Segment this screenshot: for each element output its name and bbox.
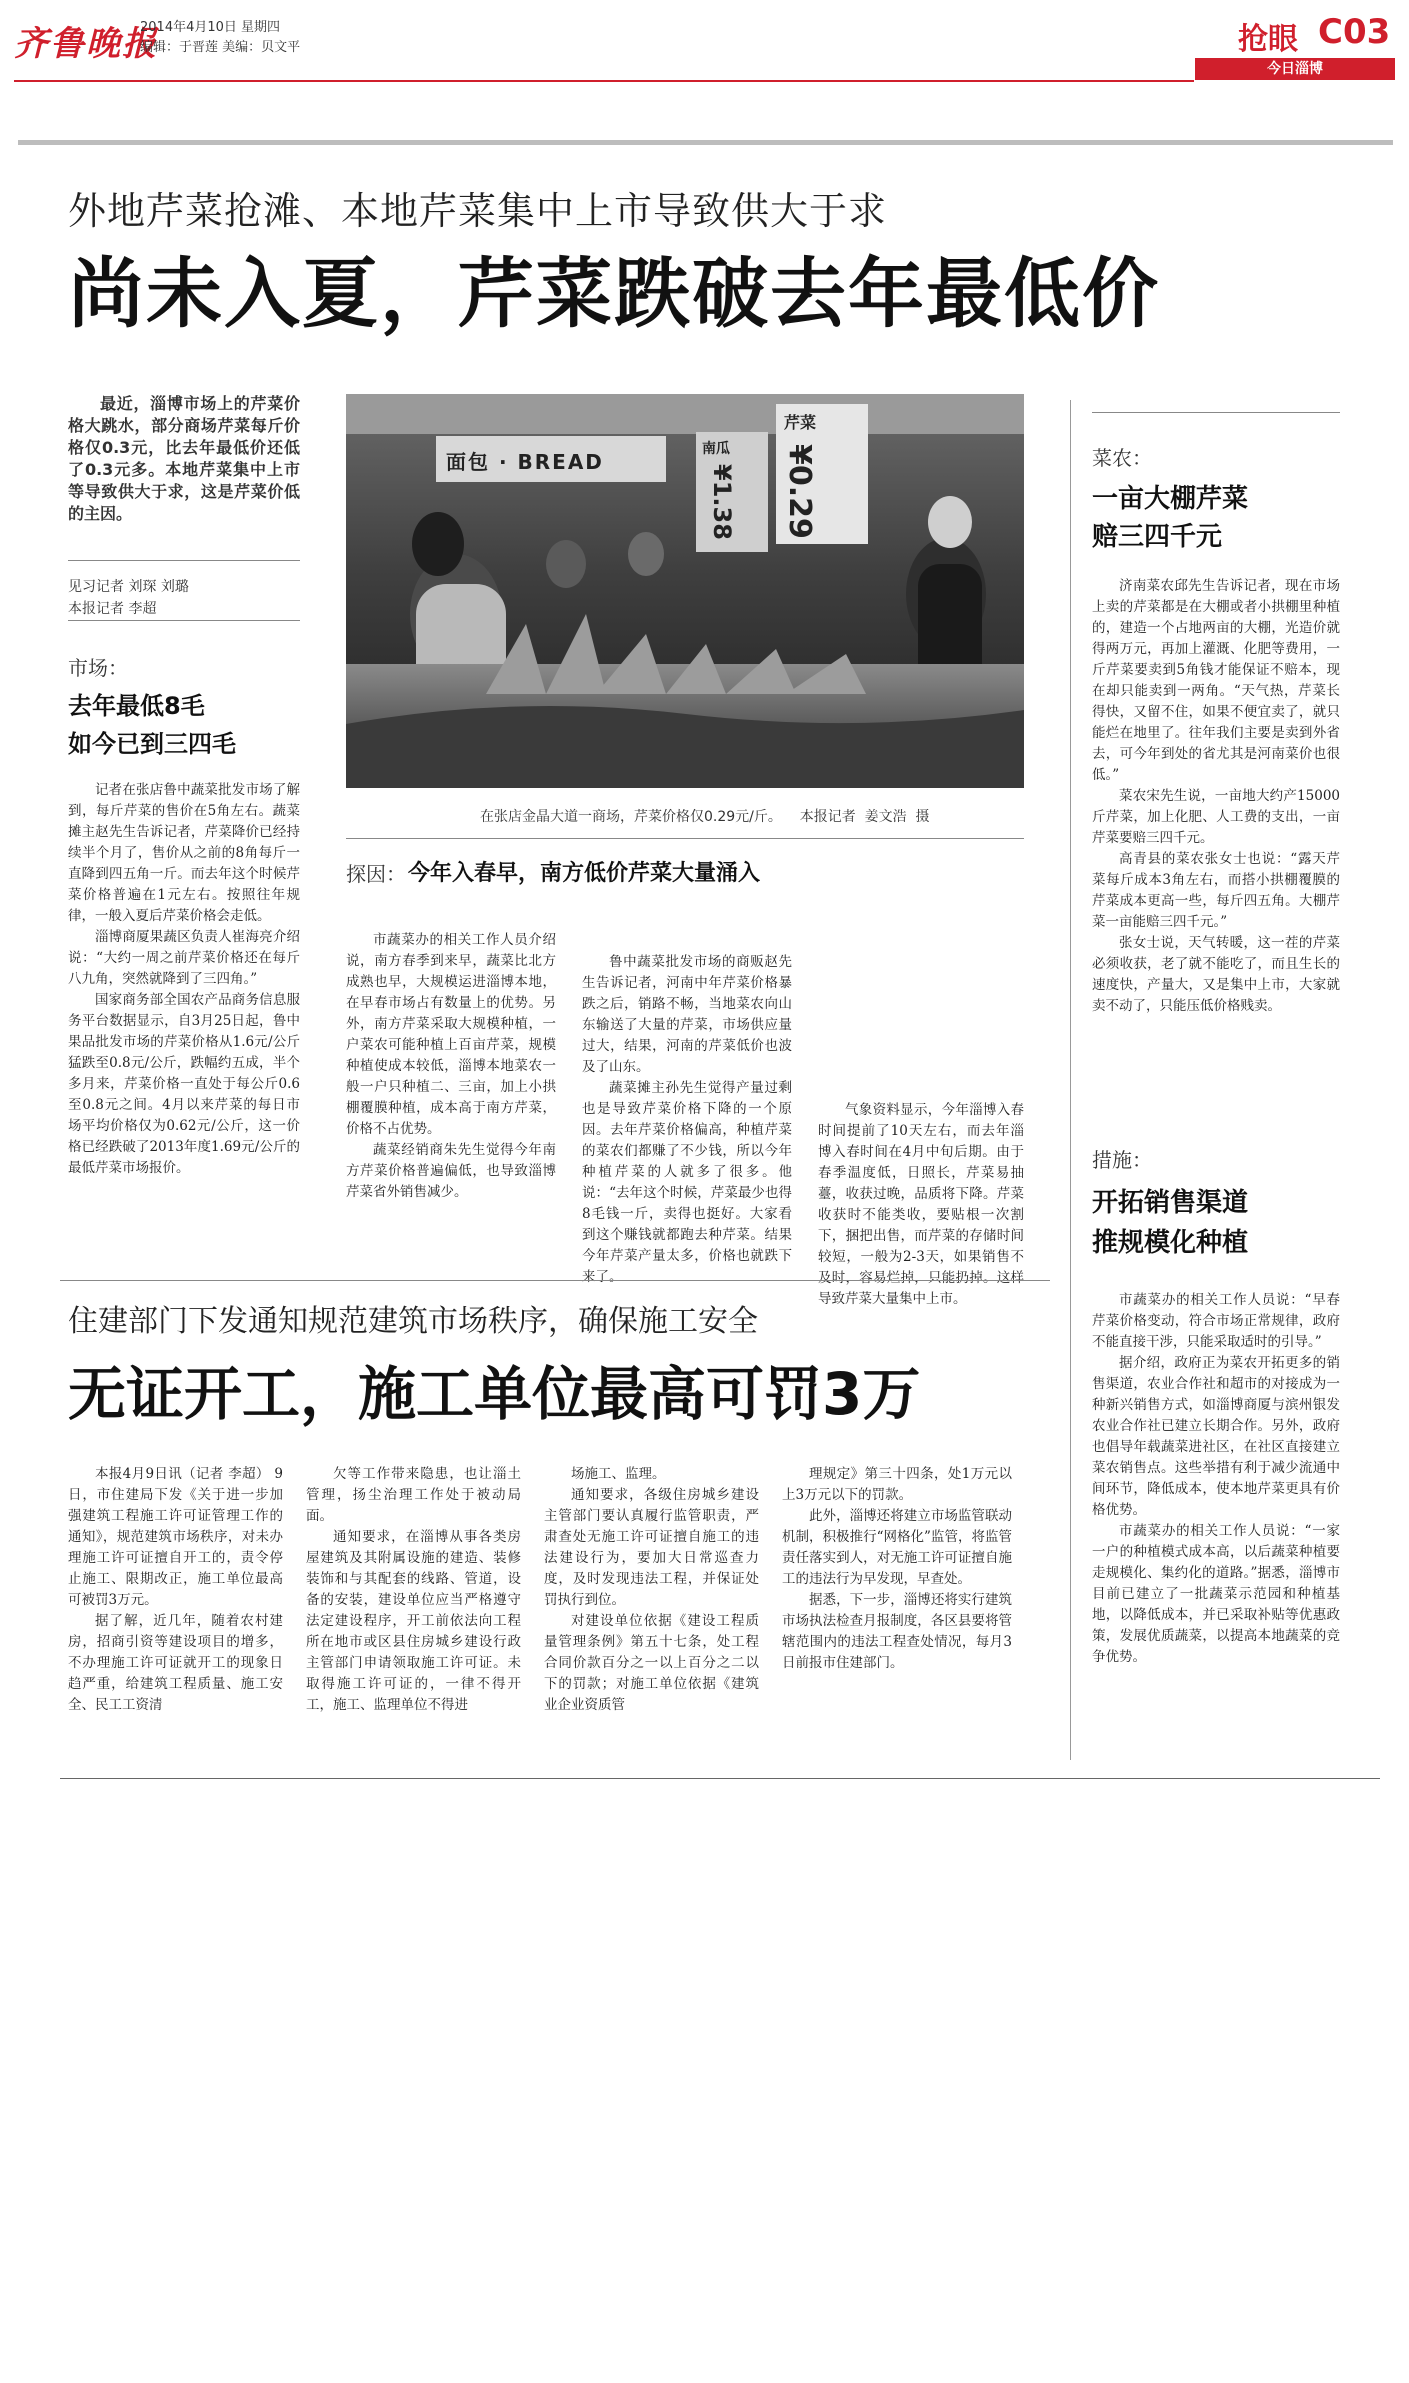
article2-kicker: 住建部门下发通知规范建筑市场秩序，确保施工安全 [68, 1304, 758, 1339]
market-paragraph: 国家商务部全国农产品商务信息服务平台数据显示，自3月25日起，鲁中果品批发市场的芹菜价格从1.6元/公斤猛跌至0.8元/公斤，跌幅约五成，半个多月来，芹菜价格一直处于每公斤0.6至0.8元之间。4月以来芹菜的每日市场平均价格仅为0.62元/公斤，这一价格已经跌破了2013年度1.69元/公斤的最低芹菜市场报价。 [68, 992, 300, 1176]
article2-paragraph: 通知要求，各级住房城乡建设主管部门要认真履行监管职责，严肃查处无施工许可证擅自施工的违法建设行为，要加大日常巡查力度，及时发现违法工程，并保证处罚执行到位。 [544, 1487, 759, 1608]
masthead-rule [14, 80, 1194, 82]
editor-line: 编辑：于晋莲 美编：贝文平 [140, 40, 301, 55]
explore-paragraph: 蔬菜经销商朱先生觉得今年南方芹菜价格普遍偏低，也导致淄博芹菜省外销售减少。 [346, 1142, 556, 1200]
article2-paragraph: 场施工、监理。 [571, 1466, 666, 1482]
explore-paragraph: 气象资料显示，今年淄博入春时间提前了10天左右，而去年淄博入春时间在4月中旬后期。由于春季温度低，日照长，芹菜易抽薹，收获过晚，品质将下降。芹菜收获时不能类收，要贴根一次割下，捆把出售，而芹菜的存储时间较短，一般为2-3天，如果销售不及时，容易烂掉，只能扔掉。这样导致芹菜大量集中上市。 [818, 1102, 1024, 1307]
article1-headline: 尚未入夏，芹菜跌破去年最低价 [68, 249, 1160, 338]
market-tag: 市场： [68, 656, 128, 680]
photo-caption: 在张店金晶大道一商场，芹菜价格仅0.29元/斤。 本报记者 姜文浩 摄 [480, 809, 930, 825]
article2-column-4 [782, 1464, 1012, 1674]
measure-paragraph: 市蔬菜办的相关工作人员说：“一家一户的种植模式成本高，以后蔬菜种植要走规模化、集约化的道路。”据悉，淄博市目前已建立了一批蔬菜示范园和种植基地，以降低成本，并已采取补贴等优惠政策，发展优质蔬菜，以提高本地蔬菜的竞争优势。 [1092, 1523, 1340, 1665]
bread-sign-text: 面包 · BREAD [446, 450, 604, 474]
explore-rule [346, 838, 1024, 839]
byline-rule-top [68, 560, 300, 561]
celery-sign-price: ¥0.29 [782, 444, 817, 539]
article2-headline: 无证开工，施工单位最高可罚3万 [68, 1360, 921, 1428]
article2-paragraph: 对建设单位依据《建设工程质量管理条例》第五十七条，处工程合同价款百分之一以上百分之二以下的罚款；对施工单位依据《建筑业企业资质管 [544, 1613, 759, 1713]
farmer-paragraph: 高青县的菜农张女士也说：“露天芹菜每斤成本3角左右，而搭小拱棚覆膜的芹菜成本更高一些，每斤四五角。大棚芹菜一亩能赔三四千元。” [1092, 851, 1340, 930]
farmer-paragraph: 张女士说，天气转暖，这一茬的芹菜必须收获，老了就不能吃了，而且生长的速度快，产量大，又是集中上市，大家就卖不动了，只能压低价格贱卖。 [1092, 935, 1340, 1014]
explore-column-2 [582, 952, 792, 1288]
page-top-rule [18, 140, 1393, 145]
newspaper-logo: 齐鲁晚报 [14, 24, 158, 64]
explore-column-3 [818, 1100, 1024, 1310]
article2-rule [60, 1280, 1050, 1281]
measure-paragraph: 市蔬菜办的相关工作人员说：“早春芹菜价格变动，符合市场正常规律，政府不能直接干涉，只能采取适时的引导。” [1092, 1292, 1340, 1350]
article2-paragraph: 通知要求，在淄博从事各类房屋建筑及其附属设施的建造、装修装饰和与其配套的线路、管道，设备的安装，建设单位应当严格遵守法定建设程序，开工前依法向工程所在地市或区县住房城乡建设行政主管部门申请领取施工许可证。未取得施工许可证的，一律不得开工，施工、监理单位不得进 [306, 1529, 521, 1713]
explore-paragraph: 鲁中蔬菜批发市场的商贩赵先生告诉记者，河南中年芹菜价格暴跌之后，销路不畅，当地菜农向山东输送了大量的芹菜，市场供应量过大，结果，河南的芹菜低价也波及了山东。 [582, 954, 792, 1075]
explore-column-1 [346, 930, 556, 1203]
farmer-title-line2: 赔三四千元 [1092, 522, 1223, 552]
article2-paragraph: 据了解，近几年，随着农村建房，招商引资等建设项目的增多，不办理施工许可证就开工的现象日趋严重，给建筑工程质量、施工安全、民工工资清 [68, 1613, 283, 1713]
other-sign-label: 南瓜 [702, 441, 730, 457]
measure-title-line1: 开拓销售渠道 [1092, 1188, 1249, 1218]
article2-paragraph: 欠等工作带来隐患，也让淄土管理，扬尘治理工作处于被动局面。 [306, 1466, 521, 1524]
explore-paragraph: 蔬菜摊主孙先生觉得产量过剩也是导致芹菜价格下降的一个原因。去年芹菜价格偏高，种植芹菜的菜农们都赚了不少钱，所以今年种植芹菜的人就多了很多。他说：“去年这个时候，芹菜最少也得8毛钱一斤，卖得也挺好。大家看到这个赚钱就都跑去种芹菜。结果今年芹菜产量太多，价格也就跌下来了。 [582, 1080, 792, 1285]
market-body [68, 780, 300, 1179]
article1-lead: 最近，淄博市场上的芹菜价格大跳水，部分商场芹菜每斤价格仅0.3元，比去年最低价还低了0.3元多。本地芹菜集中上市等导致供大于求，这是芹菜价低的主因。 [68, 394, 300, 523]
measure-title-line2: 推规模化种植 [1092, 1228, 1249, 1258]
farmer-rule [1092, 412, 1340, 413]
article2-paragraph: 本报4月9日讯（记者 李超） 9日，市住建局下发《关于进一步加强建筑工程施工许可证管理工作的通知》，规范建筑市场秩序，对未办理施工许可证擅自开工的，责令停止施工、限期改正，施工单位最高可被罚3万元。 [68, 1466, 283, 1608]
news-photo [346, 394, 1024, 788]
farmer-body [1092, 576, 1340, 1017]
farmer-title-line1: 一亩大棚芹菜 [1092, 484, 1249, 514]
other-sign-price: ¥1.38 [708, 464, 736, 540]
measure-body [1092, 1290, 1340, 1668]
explore-title: 今年入春早，南方低价芹菜大量涌入 [408, 861, 761, 886]
subsection-tag: 今日淄博 [1195, 58, 1395, 80]
market-paragraph: 记者在张店鲁中蔬菜批发市场了解到，每斤芹菜的售价在5角左右。蔬菜摊主赵先生告诉记者，芹菜降价已经持续半个月了，售价从之前的8角每斤一直降到四五角一斤。而去年这个时候芹菜价格普遍在1元左右。按照往年规律，一般入夏后芹菜价格会走低。 [68, 782, 300, 924]
sidebar-divider [1070, 400, 1071, 1760]
explore-tag: 探因： [346, 862, 406, 886]
article2-paragraph: 据悉，下一步，淄博还将实行建筑市场执法检查月报制度，各区县要将管辖范围内的违法工程查处情况，每月3日前报市住建部门。 [782, 1592, 1012, 1671]
farmer-paragraph: 济南菜农邱先生告诉记者，现在市场上卖的芹菜都是在大棚或者小拱棚里种植的，建造一个占地两亩的大棚，光造价就得两万元，再加上灌溉、化肥等费用，一斤芹菜要卖到5角钱才能保证不赔本，现在却只能卖到一两角。“天气热，芹菜长得快，又留不住，如果不便宜卖了，就只能烂在地里了。往年我们主要是卖到外省去，可今年到处的省尤其是河南菜价也很低。” [1092, 578, 1340, 783]
measure-tag: 措施： [1092, 1148, 1152, 1172]
article2-paragraph: 此外，淄博还将建立市场监管联动机制，积极推行“网格化”监管，将监管责任落实到人，对无施工许可证擅自施工的违法行为早发现，早查处。 [782, 1508, 1012, 1587]
market-title-line1: 去年最低8毛 [68, 692, 205, 720]
byline-rule-bottom [68, 620, 300, 621]
article2-column-3 [544, 1464, 759, 1716]
byline-2: 本报记者 李超 [68, 601, 157, 617]
page-bottom-rule [60, 1778, 1380, 1779]
market-title-line2: 如今已到三四毛 [68, 730, 236, 758]
article2-column-2 [306, 1464, 521, 1716]
date-line: 2014年4月10日 星期四 [140, 20, 281, 35]
market-paragraph: 淄博商厦果蔬区负责人崔海亮介绍说：“大约一周之前芹菜价格还在每斤八九角，突然就降到了三四角。” [68, 929, 300, 987]
explore-paragraph: 市蔬菜办的相关工作人员介绍说，南方春季到来早，蔬菜比北方成熟也早，大规模运进淄博本地，在早春市场占有数量上的优势。另外，南方芹菜采取大规模种植，一户菜农可能种植上百亩芹菜，规模种植使成本较低，淄博本地菜农一般一户只种植二、三亩，加上小拱棚覆膜种植，成本高于南方芹菜，价格不占优势。 [346, 932, 556, 1137]
celery-sign-label: 芹菜 [784, 413, 817, 432]
byline-1: 见习记者 刘琛 刘璐 [68, 579, 189, 595]
article2-column-1 [68, 1464, 283, 1716]
section-title: 抢眼 [1238, 22, 1298, 57]
page-number: C03 [1318, 12, 1391, 52]
measure-paragraph: 据介绍，政府正为菜农开拓更多的销售渠道，农业合作社和超市的对接成为一种新兴销售方式，如淄博商厦与滨州银发农业合作社已建立长期合作。另外，政府也倡导年载蔬菜进社区，在社区直接建立菜农销售点。这些举措有利于减少流通中间环节，降低成本，使本地芹菜更具有价格优势。 [1092, 1355, 1340, 1518]
article2-paragraph: 理规定》第三十四条，处1万元以上3万元以下的罚款。 [782, 1466, 1012, 1503]
article1-kicker: 外地芹菜抢滩、本地芹菜集中上市导致供大于求 [68, 189, 888, 233]
farmer-tag: 菜农： [1092, 446, 1152, 470]
farmer-paragraph: 菜农宋先生说，一亩地大约产15000斤芹菜，加上化肥、人工费的支出，一亩芹菜要赔三四千元。 [1092, 788, 1340, 846]
